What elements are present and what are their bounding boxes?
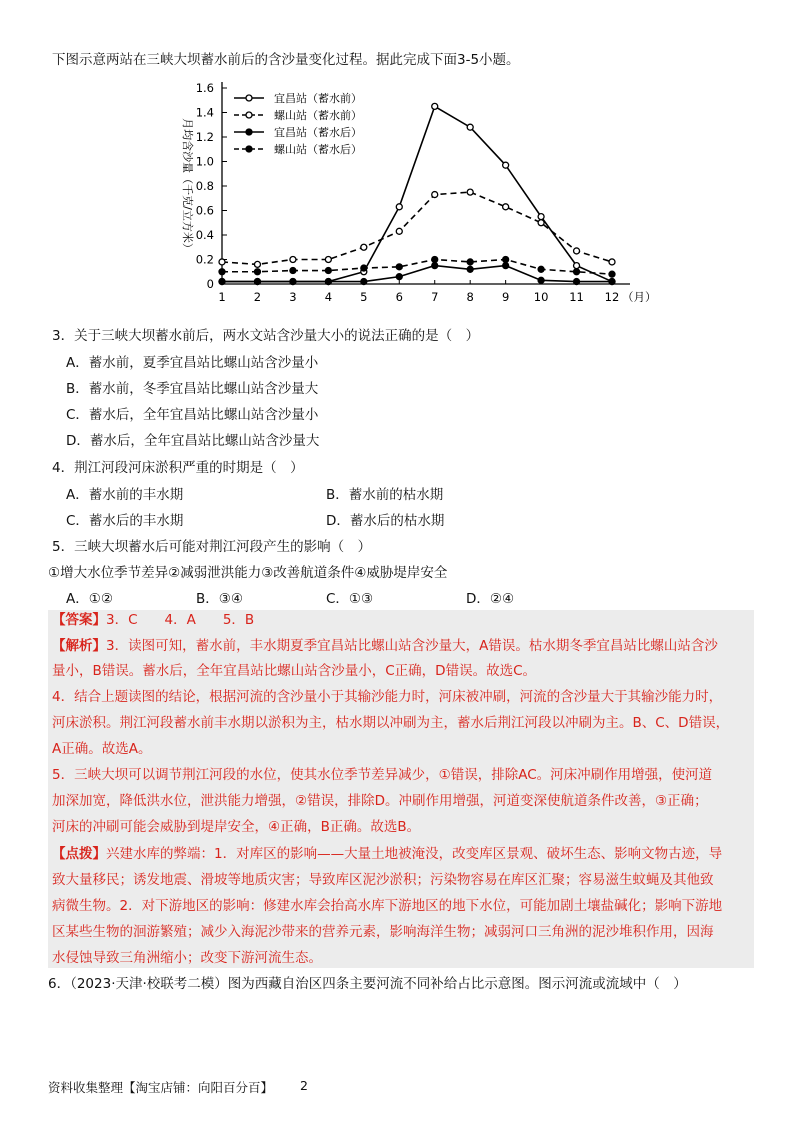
series-2-point xyxy=(609,259,615,265)
footer-source: 资料收集整理【淘宝店铺：向阳百分百】 xyxy=(48,1080,274,1095)
x-tick-label: 1 xyxy=(218,290,226,304)
q5-statements: ①增大水位季节差异②减弱泄洪能力③改善航道条件④威胁堤岸安全 xyxy=(48,565,448,581)
analysis-4-line-3: A正确。故选A。 xyxy=(52,741,152,757)
analysis-3-line-1: 3．读图可知，蓄水前，丰水期夏季宜昌站比螺山站含沙量大，A错误。枯水期冬季宜昌站比螺山站含沙 xyxy=(106,638,718,654)
series-1-point xyxy=(432,103,438,109)
q5-option-c: C．①③ xyxy=(326,591,374,607)
analysis-5-line-2: 加深加宽，降低洪水位，泄洪能力增强，②错误，排除D。冲刷作用增强，河道变深使航道条件改善，③正确； xyxy=(52,793,708,809)
series-3-point xyxy=(361,279,367,285)
intro-text: 下图示意两站在三峡大坝蓄水前后的含沙量变化过程。据此完成下面3-5小题。 xyxy=(52,52,520,68)
y-axis-label: 月均含沙量（千克/立方米） xyxy=(181,118,194,254)
series-4-point xyxy=(503,257,509,263)
series-2-point xyxy=(467,189,473,195)
analysis-4-line-1: 4．结合上题读图的结论，根据河流的含沙量小于其输沙能力时，河床被冲刷，河流的含沙量大于其输沙能力时， xyxy=(52,689,723,705)
series-3-point xyxy=(503,263,509,269)
y-tick-label: 0.2 xyxy=(195,252,214,267)
legend-marker-1 xyxy=(246,95,252,101)
y-tick-label: 1.2 xyxy=(195,130,214,144)
q4-option-d: D．蓄水后的枯水期 xyxy=(326,513,445,529)
series-2-point xyxy=(432,192,438,198)
x-tick-label: 3 xyxy=(289,290,297,304)
x-tick-label: 7 xyxy=(431,290,439,304)
legend-marker-3 xyxy=(246,129,252,135)
series-1-point xyxy=(396,204,402,210)
q5-stem: 5．三峡大坝蓄水后可能对荆江河段产生的影响（ ） xyxy=(52,539,372,555)
q3-stem: 3．关于三峡大坝蓄水前后，两水文站含沙量大小的说法正确的是（ ） xyxy=(52,328,480,344)
x-tick-label: 9 xyxy=(501,290,510,304)
analysis-line xyxy=(52,636,718,656)
q3-option-b: B．蓄水前，冬季宜昌站比螺山站含沙量大 xyxy=(66,381,319,397)
series-2-point xyxy=(538,220,544,226)
series-1-point xyxy=(467,124,473,130)
series-4-point xyxy=(538,266,544,272)
legend-label-2: 螺山站（蓄水前） xyxy=(274,109,362,122)
answer-text: 3．C 4．A 5．B xyxy=(106,612,255,628)
analysis-4-line-2: 河床淤积。荆江河段蓄水前丰水期以淤积为主，枯水期以冲刷为主，蓄水后荆江河段以冲刷为主。B、C、D错误， xyxy=(52,715,730,731)
series-3-point xyxy=(325,279,331,285)
series-2-point xyxy=(325,257,331,263)
y-tick-label: 1.0 xyxy=(195,154,214,169)
series-2-point xyxy=(219,259,225,265)
q3-option-d: D．蓄水后，全年宜昌站比螺山站含沙量大 xyxy=(66,433,320,449)
tip-tag: 【点拨】 xyxy=(52,846,106,862)
series-line-2 xyxy=(222,192,612,264)
x-unit-label: （月） xyxy=(622,290,657,304)
y-tick-label: 1.6 xyxy=(195,81,214,95)
legend-marker-2 xyxy=(246,112,252,118)
x-tick-label: 2 xyxy=(253,290,262,304)
analysis-3-line-2: 量小，B错误。蓄水后，全年宜昌站比螺山站含沙量小，C正确，D错误。故选C。 xyxy=(52,663,537,679)
series-4-point xyxy=(432,257,438,263)
tip-line-2: 致大量移民；诱发地震、滑坡等地质灾害；导致库区泥沙淤积；污染物容易在库区汇聚；容易滋生蚊蝇及其他致 xyxy=(52,872,714,888)
series-3-point xyxy=(609,279,615,285)
tip-text-1: 兴建水库的弊端：1．对库区的影响——大量土地被淹没，改变库区景观、破坏生态、影响文物古迹，导 xyxy=(106,846,723,862)
tip-line-1 xyxy=(52,844,722,864)
series-2-point xyxy=(254,261,260,267)
x-tick-label: 6 xyxy=(395,290,403,304)
series-3-point xyxy=(254,279,260,285)
series-4-point xyxy=(609,271,615,277)
analysis-tag: 【解析】 xyxy=(52,638,106,654)
x-tick-label: 8 xyxy=(466,290,474,304)
analysis-5-line-3: 河床的冲刷可能会威胁到堤岸安全，④正确，B正确。故选B。 xyxy=(52,819,421,835)
q6-stem: 6．（2023·天津·校联考二模）图为西藏自治区四条主要河流不同补给占比示意图。图示河流或流域中（ ） xyxy=(48,976,687,992)
series-1-point xyxy=(538,214,544,220)
series-4-point xyxy=(361,265,367,271)
series-3-point xyxy=(290,279,296,285)
series-2-point xyxy=(361,244,367,250)
analysis-box xyxy=(48,610,754,968)
series-4-point xyxy=(574,269,580,275)
y-tick-label: 0 xyxy=(206,277,214,291)
series-line-3 xyxy=(222,266,612,282)
legend-label-4: 螺山站（蓄水后） xyxy=(274,143,362,156)
series-3-point xyxy=(432,263,438,269)
q5-option-b: B．③④ xyxy=(196,591,243,607)
legend-marker-4 xyxy=(246,146,252,152)
x-tick-label: 5 xyxy=(360,290,368,304)
series-4-point xyxy=(290,268,296,274)
q5-option-a: A．①② xyxy=(66,591,113,607)
series-4-point xyxy=(325,268,331,274)
page-number: 2 xyxy=(300,1078,308,1093)
answer-tag: 【答案】 xyxy=(52,612,106,628)
x-tick-label: 12 xyxy=(604,290,620,304)
series-4-point xyxy=(467,259,473,265)
y-tick-label: 1.4 xyxy=(195,105,214,120)
series-4-point xyxy=(219,269,225,275)
x-tick-label: 4 xyxy=(324,290,333,304)
series-line-4 xyxy=(222,260,612,275)
q4-option-c: C．蓄水后的丰水期 xyxy=(66,513,184,529)
q3-option-a: A．蓄水前，夏季宜昌站比螺山站含沙量小 xyxy=(66,355,319,371)
series-1-point xyxy=(503,162,509,168)
y-tick-label: 0.8 xyxy=(195,179,214,193)
q4-option-b: B．蓄水前的枯水期 xyxy=(326,487,444,503)
q4-stem: 4．荆江河段河床淤积严重的时期是（ ） xyxy=(52,460,304,476)
series-2-point xyxy=(396,228,402,234)
tip-line-4: 区某些生物的洄游繁殖；减少入海泥沙带来的营养元素，影响海洋生物；减弱河口三角洲的泥沙堆积作用，因海 xyxy=(52,924,714,940)
series-3-point xyxy=(574,279,580,285)
series-3-point xyxy=(467,266,473,272)
x-tick-label: 10 xyxy=(533,290,549,304)
series-2-point xyxy=(290,257,296,263)
series-3-point xyxy=(396,274,402,280)
x-tick-label: 11 xyxy=(569,290,584,304)
sediment-chart-svg xyxy=(150,76,657,306)
q3-option-c: C．蓄水后，全年宜昌站比螺山站含沙量小 xyxy=(66,407,319,423)
series-3-point xyxy=(219,279,225,285)
tip-line-5: 水侵蚀导致三角洲缩小；改变下游河流生态。 xyxy=(52,950,322,966)
q5-option-d: D．②④ xyxy=(466,591,515,607)
series-2-point xyxy=(503,204,509,210)
answer-line xyxy=(52,610,254,630)
series-4-point xyxy=(396,264,402,270)
series-1-point xyxy=(574,263,580,269)
legend-label-3: 宜昌站（蓄水后） xyxy=(274,126,362,139)
legend-label-1: 宜昌站（蓄水前） xyxy=(274,92,362,105)
analysis-5-line-1: 5．三峡大坝可以调节荆江河段的水位，使其水位季节差异减少，①错误，排除AC。河床冲刷作用增强，使河道 xyxy=(52,767,713,783)
series-3-point xyxy=(538,277,544,283)
sediment-chart xyxy=(150,76,657,306)
series-2-point xyxy=(574,248,580,254)
y-tick-label: 0.6 xyxy=(195,203,214,218)
y-tick-label: 0.4 xyxy=(195,228,214,242)
q4-option-a: A．蓄水前的丰水期 xyxy=(66,487,184,503)
series-4-point xyxy=(254,269,260,275)
tip-line-3: 病微生物。2．对下游地区的影响：修建水库会抬高水库下游地区的地下水位，可能加剧土壤盐碱化；影响下游地 xyxy=(52,898,723,914)
